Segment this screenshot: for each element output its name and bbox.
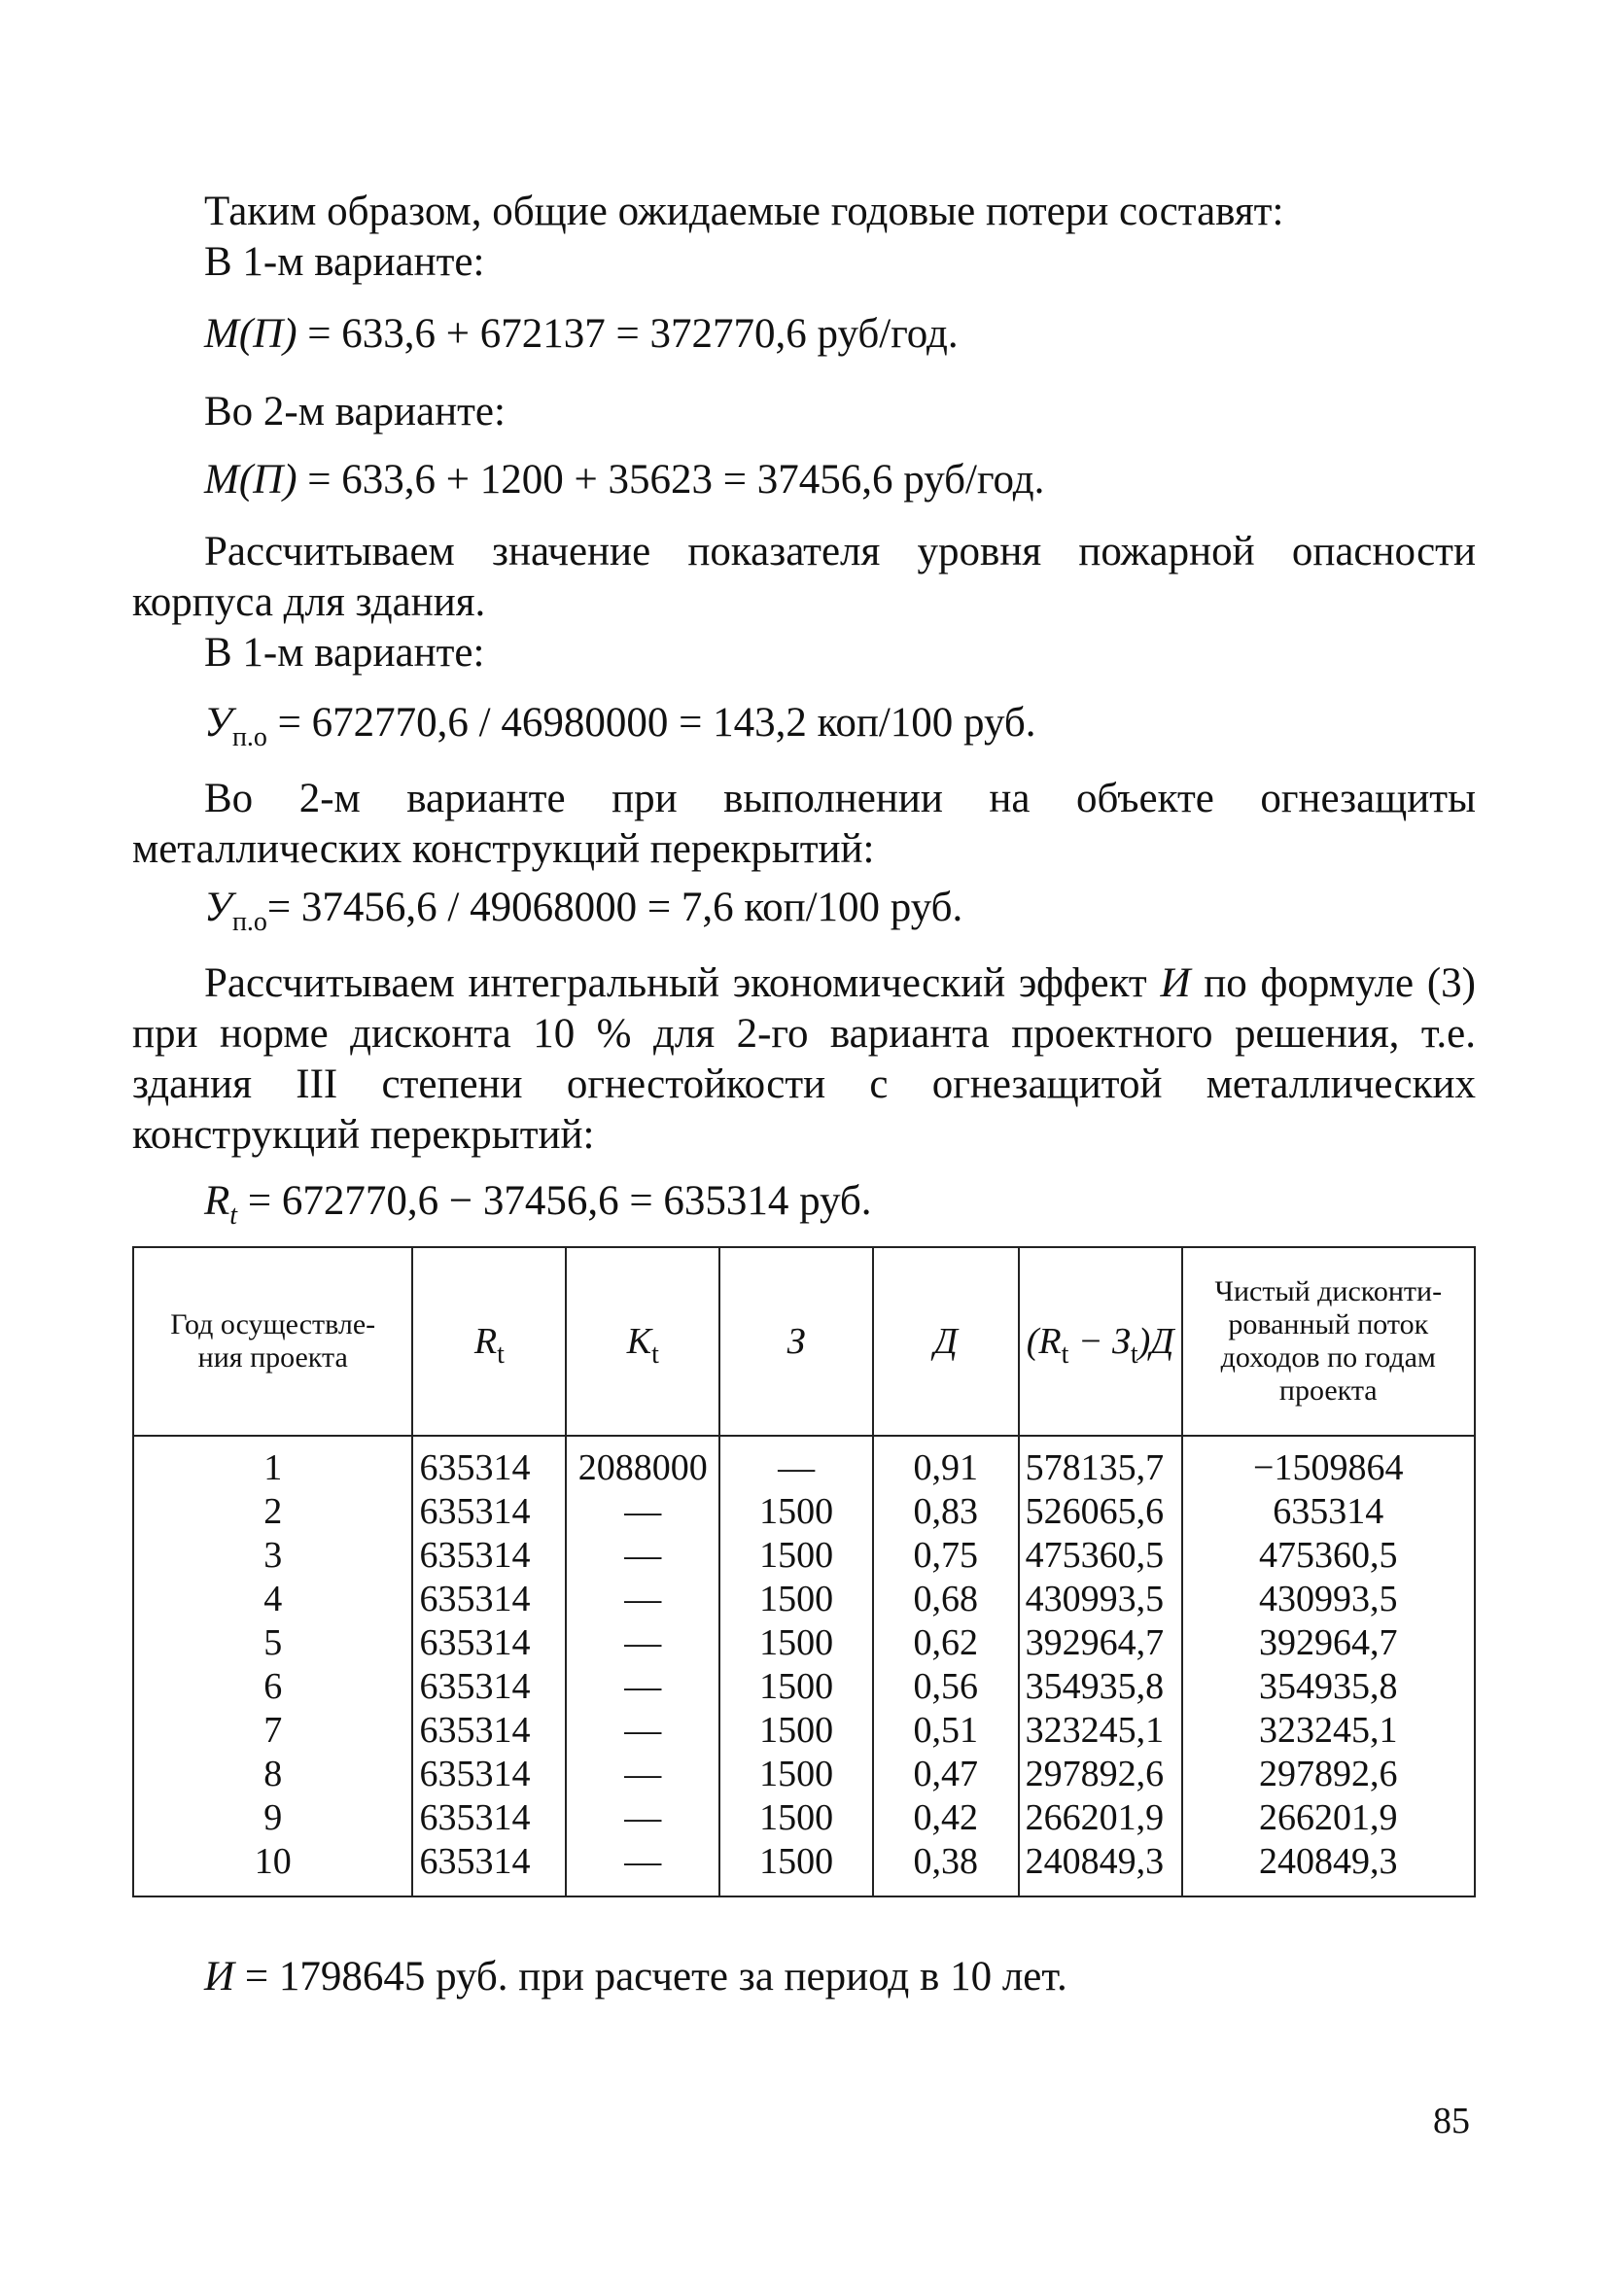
cell-kt: — <box>566 1840 719 1896</box>
paragraph: Рассчитываем значение показателя уровня пожарной опасности корпуса для здания. <box>132 529 1476 625</box>
table-row <box>133 1709 1475 1753</box>
formula-symbol: И <box>204 1954 235 2000</box>
header-kt: $K_t$ <box>566 1247 719 1436</box>
formula-fire-hazard-variant-1 <box>204 698 1036 752</box>
text-line: Во 2-м варианте: <box>204 389 506 435</box>
table-row <box>133 1436 1475 1490</box>
cell-rt: 635314 <box>412 1436 566 1490</box>
cell-z: 1500 <box>719 1709 873 1753</box>
cell-rt-minus-zt-d: 240849,3 <box>1019 1840 1182 1896</box>
cell-kt: — <box>566 1578 719 1621</box>
cell-rt: 635314 <box>412 1753 566 1796</box>
cell-z: 1500 <box>719 1578 873 1621</box>
cell-d: 0,42 <box>873 1796 1019 1840</box>
cell-d: 0,38 <box>873 1840 1019 1896</box>
cell-rt: 635314 <box>412 1490 566 1534</box>
cell-year: 6 <box>133 1665 412 1709</box>
cell-rt: 635314 <box>412 1709 566 1753</box>
table-row <box>133 1665 1475 1709</box>
text-line: Таким образом, общие ожидаемые годовые потери составят: <box>204 189 1284 234</box>
cell-kt: — <box>566 1490 719 1534</box>
cell-year: 10 <box>133 1840 412 1896</box>
cell-net-flow: 354935,8 <box>1182 1665 1475 1709</box>
cell-z: 1500 <box>719 1490 873 1534</box>
formula-expression: = 672770,6 / 46980000 = 143,2 коп/100 руб. <box>266 700 1036 746</box>
cell-z: 1500 <box>719 1665 873 1709</box>
cell-net-flow: 240849,3 <box>1182 1840 1475 1896</box>
formula-expression: = 37456,6 / 49068000 = 7,6 коп/100 руб. <box>266 885 963 930</box>
formula-subscript: п.о <box>231 722 267 752</box>
cell-z: 1500 <box>719 1753 873 1796</box>
cell-rt: 635314 <box>412 1534 566 1578</box>
table-row <box>133 1753 1475 1796</box>
cell-rt: 635314 <box>412 1840 566 1896</box>
formula-symbol: R <box>204 1178 230 1224</box>
cell-kt: 2088000 <box>566 1436 719 1490</box>
cell-net-flow: −1509864 <box>1182 1436 1475 1490</box>
cell-d: 0,51 <box>873 1709 1019 1753</box>
table-row <box>133 1534 1475 1578</box>
cell-rt-minus-zt-d: 578135,7 <box>1019 1436 1182 1490</box>
formula-loss-variant-2 <box>204 455 1044 505</box>
formula-expression: = 672770,6 − 37456,6 = 635314 руб. <box>237 1178 872 1224</box>
cell-d: 0,91 <box>873 1436 1019 1490</box>
formula-expression: = 633,6 + 672137 = 372770,6 руб/год. <box>297 311 959 357</box>
table-row <box>133 1490 1475 1534</box>
cell-rt-minus-zt-d: 354935,8 <box>1019 1665 1182 1709</box>
header-rt-minus-zt-d: $(R_t - З_t)Д$ <box>1019 1247 1182 1436</box>
cell-year: 8 <box>133 1753 412 1796</box>
formula-symbol: У <box>204 885 232 930</box>
paragraph <box>132 958 1476 1161</box>
cell-z: 1500 <box>719 1840 873 1896</box>
cell-d: 0,47 <box>873 1753 1019 1796</box>
cell-rt: 635314 <box>412 1621 566 1665</box>
cell-year: 3 <box>133 1534 412 1578</box>
formula-symbol: И <box>1160 960 1191 1006</box>
formula-loss-variant-1 <box>204 309 959 360</box>
cell-kt: — <box>566 1709 719 1753</box>
header-year: Год осуществле- ния проекта <box>133 1247 412 1436</box>
cell-z: 1500 <box>719 1621 873 1665</box>
cell-rt-minus-zt-d: 475360,5 <box>1019 1534 1182 1578</box>
cell-kt: — <box>566 1796 719 1840</box>
cell-rt-minus-zt-d: 297892,6 <box>1019 1753 1182 1796</box>
cell-rt: 635314 <box>412 1578 566 1621</box>
table-header-row <box>133 1247 1475 1436</box>
paragraph-text: Рассчитываем интегральный экономический эффект <box>204 960 1161 1006</box>
cell-d: 0,62 <box>873 1621 1019 1665</box>
table-row <box>133 1840 1475 1896</box>
cell-net-flow: 323245,1 <box>1182 1709 1475 1753</box>
header-z: З <box>719 1247 873 1436</box>
formula-symbol: У <box>204 700 232 746</box>
formula-annual-result <box>204 1176 872 1231</box>
cell-rt-minus-zt-d: 430993,5 <box>1019 1578 1182 1621</box>
cell-net-flow: 392964,7 <box>1182 1621 1475 1665</box>
formula-symbol: М(П) <box>204 457 297 503</box>
text-line: В 1-м варианте: <box>204 239 485 285</box>
cell-rt-minus-zt-d: 526065,6 <box>1019 1490 1182 1534</box>
cell-rt-minus-zt-d: 266201,9 <box>1019 1796 1182 1840</box>
paragraph: Во 2-м варианте при выполнении на объекте огнезащиты металлических конструкций перекрытий: <box>132 776 1476 872</box>
formula-symbol: М(П) <box>204 311 297 357</box>
table-body <box>133 1436 1475 1896</box>
cell-year: 2 <box>133 1490 412 1534</box>
table-row <box>133 1578 1475 1621</box>
cell-z: 1500 <box>719 1796 873 1840</box>
formula-fire-hazard-variant-2 <box>204 883 963 937</box>
cell-d: 0,83 <box>873 1490 1019 1534</box>
cell-net-flow: 297892,6 <box>1182 1753 1475 1796</box>
cell-z: 1500 <box>719 1534 873 1578</box>
formula-expression: = 1798645 руб. при расчете за период в 10 лет. <box>234 1954 1067 2000</box>
cell-d: 0,68 <box>873 1578 1019 1621</box>
cell-d: 0,56 <box>873 1665 1019 1709</box>
cell-net-flow: 635314 <box>1182 1490 1475 1534</box>
cell-rt-minus-zt-d: 323245,1 <box>1019 1709 1182 1753</box>
cell-year: 5 <box>133 1621 412 1665</box>
cell-z: — <box>719 1436 873 1490</box>
cell-kt: — <box>566 1753 719 1796</box>
cell-kt: — <box>566 1665 719 1709</box>
cell-rt-minus-zt-d: 392964,7 <box>1019 1621 1182 1665</box>
formula-subscript: п.о <box>231 907 267 937</box>
formula-expression: = 633,6 + 1200 + 35623 = 37456,6 руб/год. <box>297 457 1045 503</box>
table-row <box>133 1621 1475 1665</box>
header-net-discounted-flow: Чистый дисконти- рованный поток доходов по годам проекта <box>1182 1247 1475 1436</box>
cell-kt: — <box>566 1621 719 1665</box>
table-row <box>133 1796 1475 1840</box>
cell-net-flow: 475360,5 <box>1182 1534 1475 1578</box>
discounted-cash-flow-table <box>132 1246 1476 1897</box>
cell-year: 9 <box>133 1796 412 1840</box>
cell-net-flow: 430993,5 <box>1182 1578 1475 1621</box>
paragraph-text: по формуле (3) при норме дисконта 10 % для 2-го варианта проектного решения, т.е. здания III степени огнестойкости с огнезащитой металлических конструкций перекрытий: <box>132 960 1477 1158</box>
cell-net-flow: 266201,9 <box>1182 1796 1475 1840</box>
cell-year: 7 <box>133 1709 412 1753</box>
formula-subscript: t <box>229 1200 238 1231</box>
cell-year: 1 <box>133 1436 412 1490</box>
header-rt: $R_t$ <box>412 1247 566 1436</box>
cell-rt: 635314 <box>412 1665 566 1709</box>
cell-d: 0,75 <box>873 1534 1019 1578</box>
cell-year: 4 <box>133 1578 412 1621</box>
cell-rt: 635314 <box>412 1796 566 1840</box>
formula-integral-effect <box>204 1952 1067 2002</box>
header-d: Д <box>873 1247 1019 1436</box>
cell-kt: — <box>566 1534 719 1578</box>
text-line: В 1-м варианте: <box>204 630 485 676</box>
page-number: 85 <box>1433 2101 1470 2141</box>
